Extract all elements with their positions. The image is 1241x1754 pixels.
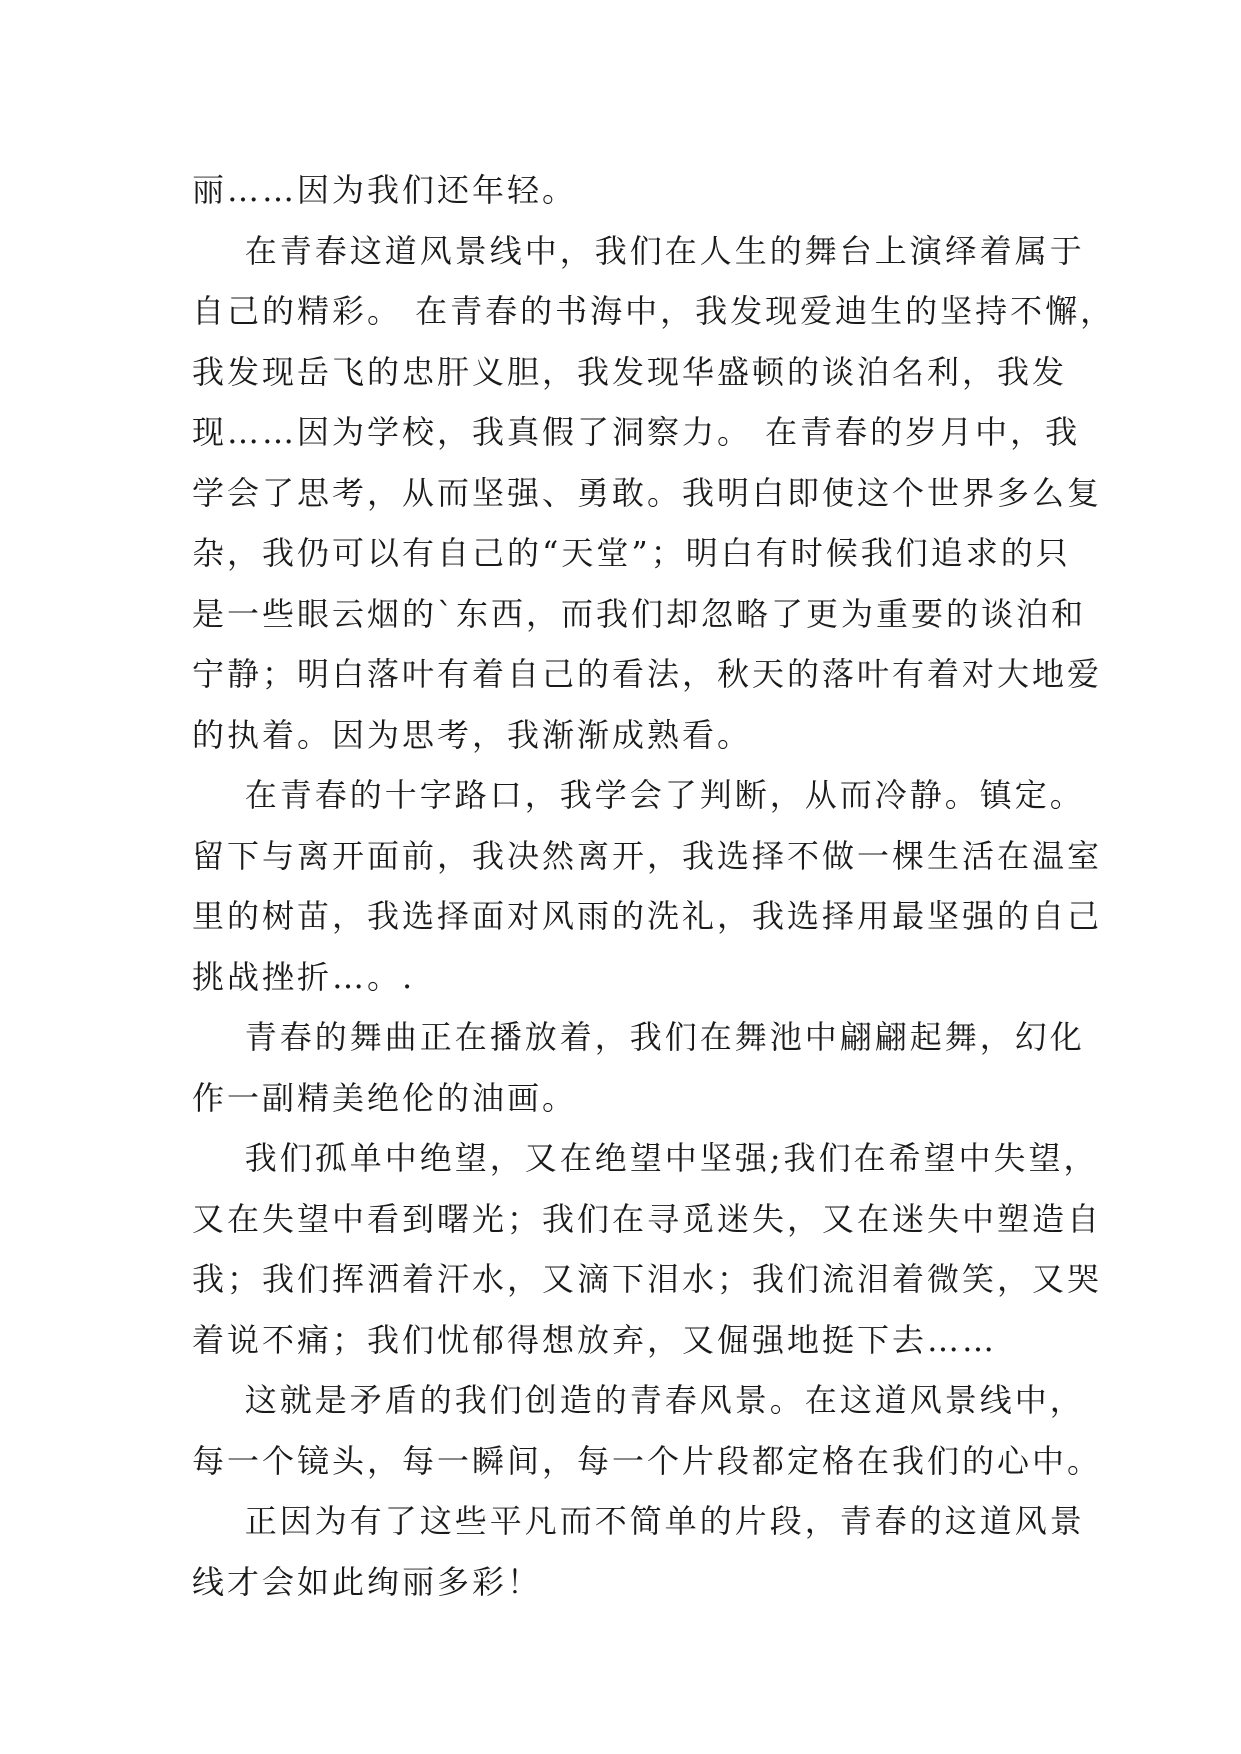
text-line: 我发现岳飞的忠肝义胆，我发现华盛顿的谈泊名利，我发	[192, 352, 1068, 391]
text-line: 着说不痛；我们忧郁得想放弃，又倔强地挺下去……	[192, 1320, 998, 1359]
text-line: 现……因为学校，我真假了洞察力。 在青春的岁月中，我	[192, 413, 1081, 451]
text-line: 作一副精美绝伦的油画。	[192, 1078, 578, 1117]
text-line: 的执着。因为思考，我渐渐成熟看。	[192, 715, 753, 754]
text-line: 丽……因为我们还年轻。	[192, 171, 578, 209]
text-line: 这就是矛盾的我们创造的青春风景。在这道风景线中，	[192, 1381, 1085, 1419]
text-line: 在青春这道风景线中，我们在人生的舞台上演绎着属于	[192, 231, 1085, 270]
text-line: 是一些眼云烟的`东西，而我们却忽略了更为重要的谈泊和	[192, 594, 1087, 633]
text-line: 在青春的十字路口，我学会了判断，从而冷静。镇定。	[192, 776, 1085, 814]
text-line: 留下与离开面前，我决然离开，我选择不做一棵生活在温室	[192, 836, 1103, 875]
text-line: 线才会如此绚丽多彩！	[192, 1562, 543, 1601]
text-line: 学会了思考，从而坚强、勇敢。我明白即使这个世界多么复	[192, 473, 1103, 512]
text-line: 我；我们挥洒着汗水，又滴下泪水；我们流泪着微笑，又哭	[192, 1260, 1103, 1298]
text-line: 又在失望中看到曙光；我们在寻觅迷失，又在迷失中塑造自	[192, 1199, 1103, 1238]
text-line: 宁静；明白落叶有着自己的看法，秋天的落叶有着对大地爱	[192, 655, 1103, 693]
text-line: 我们孤单中绝望，又在绝望中坚强;我们在希望中失望，	[192, 1139, 1099, 1177]
text-line: 挑战挫折…。.	[192, 957, 416, 996]
body-text	[192, 160, 1116, 1612]
text-line: 杂，我仍可以有自己的“天堂”；明白有时候我们追求的只	[192, 534, 1071, 572]
text-line: 里的树苗，我选择面对风雨的洗礼，我选择用最坚强的自己	[192, 897, 1103, 935]
text-line: 每一个镜头，每一瞬间，每一个片段都定格在我们的心中。	[192, 1441, 1103, 1480]
text-line: 青春的舞曲正在播放着，我们在舞池中翩翩起舞，幻化	[192, 1018, 1085, 1056]
text-line: 自己的精彩。 在青春的书海中，我发现爱迪生的坚持不懈，	[192, 292, 1116, 330]
text-line: 正因为有了这些平凡而不简单的片段，青春的这道风景	[192, 1502, 1085, 1540]
